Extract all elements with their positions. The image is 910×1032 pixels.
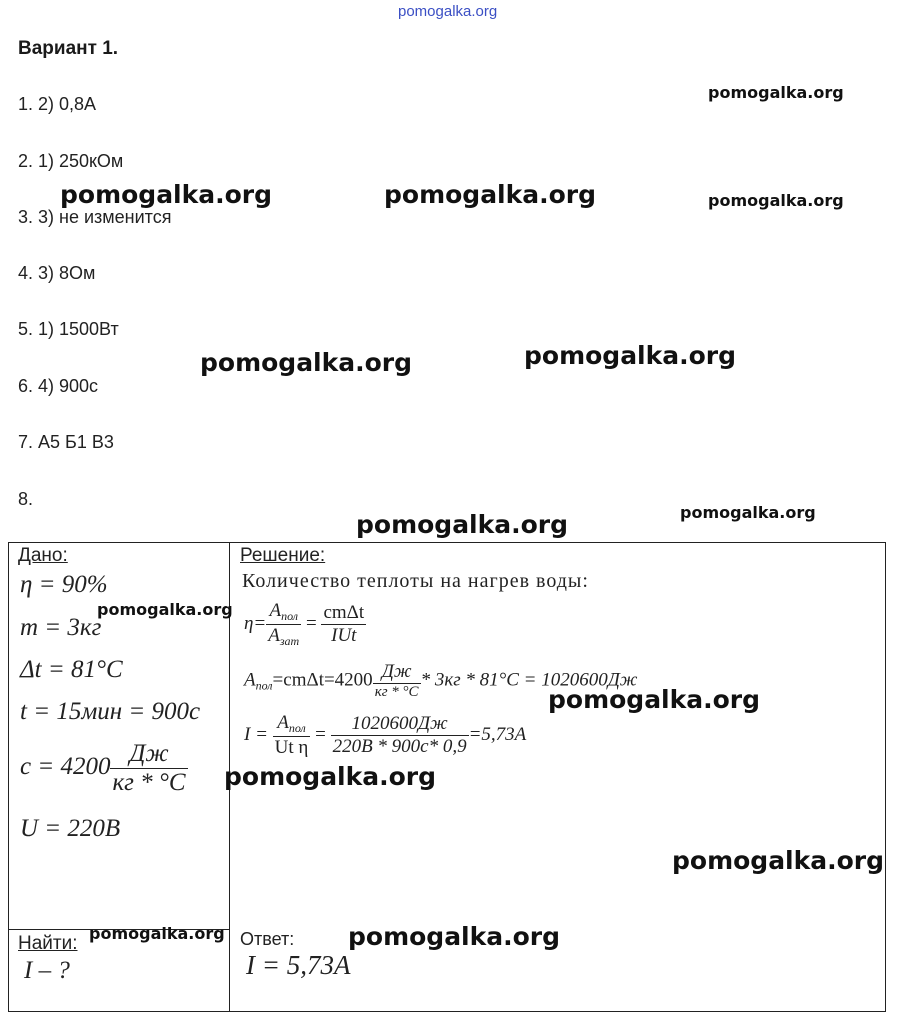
watermark: pomogalka.org <box>200 348 413 377</box>
variant-title: Вариант 1. <box>18 38 119 59</box>
answer-line-6: 6. 4) 900с <box>18 376 99 396</box>
watermark: pomogalka.org <box>708 83 844 102</box>
given-specific-heat-lhs: c = 4200 <box>20 753 111 781</box>
solution-header: Решение: <box>240 545 326 566</box>
find-value: I – ? <box>24 957 70 984</box>
answer-value: I = 5,73A <box>246 950 351 980</box>
given-header: Дано: <box>18 545 68 566</box>
given-efficiency: η = 90% <box>20 571 108 598</box>
answer-line-1: 1. 2) 0,8А <box>18 94 97 114</box>
watermark: pomogalka.org <box>356 510 569 539</box>
watermark: pomogalka.org <box>348 922 561 951</box>
given-mass: m = 3кг <box>20 614 102 641</box>
given-specific-heat-unit-num: Дж <box>110 740 187 769</box>
watermark: pomogalka.org <box>524 341 737 370</box>
watermark: pomogalka.org <box>384 180 597 209</box>
solution-equation-3: I = $\frac{A_{пол}}{\text{Ut η}}$ = $\frac{1020600Дж}{220B * 900c* 0,9}$ =5,73A <box>244 712 527 758</box>
watermark: pomogalka.org <box>89 924 225 943</box>
given-specific-heat <box>20 740 188 797</box>
find-header: Найти: <box>18 933 78 954</box>
answer-line-7: 7. А5 Б1 В3 <box>18 432 114 452</box>
given-specific-heat-unit-den: кг * °C <box>112 769 186 796</box>
watermark: pomogalka.org <box>224 762 437 791</box>
answer-line-2: 2. 1) 250кОм <box>18 151 124 171</box>
answer-line-4: 4. 3) 8Ом <box>18 263 96 283</box>
answer-line-3: 3. 3) не изменится <box>18 207 172 227</box>
solution-equation-2: $A_{пол}=cm\Delta t=4200$ $\frac{Дж}{кг * ^\circ C}$ * 3кг * 81°C = 1020600Дж <box>244 661 638 700</box>
given-temperature-change: Δt = 81°C <box>20 656 123 683</box>
watermark: pomogalka.org <box>708 191 844 210</box>
watermark: pomogalka.org <box>60 180 273 209</box>
answer-header: Ответ: <box>240 929 295 949</box>
solution-equation-1: η= $\frac{A_{пол}}{A_{зат}}$ = $\frac{\text{cmΔt}}{\text{IUt}}$ <box>244 600 365 648</box>
site-link-top[interactable]: pomogalka.org <box>398 3 498 20</box>
solution-heat-text: Количество теплоты на нагрев воды: <box>242 570 589 592</box>
watermark: pomogalka.org <box>672 846 885 875</box>
given-time: t = 15мин = 900с <box>20 698 201 725</box>
answer-line-5: 5. 1) 1500Вт <box>18 319 119 339</box>
watermark: pomogalka.org <box>680 503 816 522</box>
watermark: pomogalka.org <box>97 600 233 619</box>
answer-line-8: 8. <box>18 489 34 509</box>
given-voltage: U = 220B <box>20 815 121 842</box>
watermark: pomogalka.org <box>548 685 761 714</box>
